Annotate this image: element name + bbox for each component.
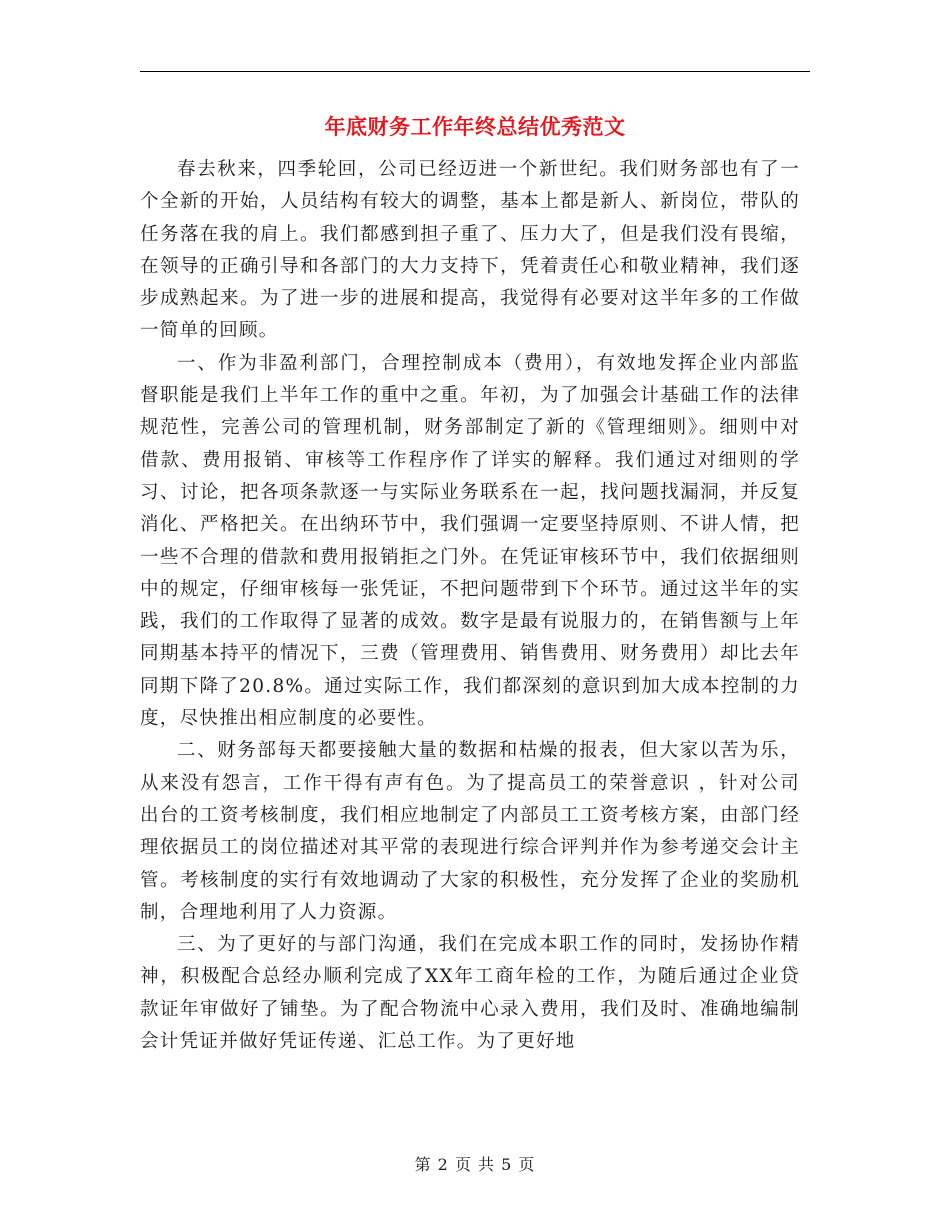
document-title: 年底财务工作年终总结优秀范文 (324, 115, 626, 139)
document-body (140, 154, 800, 1058)
page-number: 第 2 页 共 5 页 (414, 1155, 536, 1174)
paragraph-section-3: 三、为了更好的与部门沟通，我们在完成本职工作的同时，发扬协作精神，积极配合总经办顺利完成了XX年工商年检的工作，为随后通过企业贷款证年审做好了铺垫。为了配合物流中心录入费用，我们及时、准确地编制会计凭证并做好凭证传递、汇总工作。为了更好地 (140, 934, 800, 1053)
paragraph-section-2: 二、财务部每天都要接触大量的数据和枯燥的报表，但大家以苦为乐，从来没有怨言，工作干得有声有色。为了提高员工的荣誉意识 ，针对公司出台的工资考核制度，我们相应地制定了内部员工工资考核方案，由部门经理依据员工的岗位描述对其平常的表现进行综合评判并作为参考递交会计主管。考核制度的实行有效地调动了大家的积极性，充分发挥了企业的奖励机制，合理地利用了人力资源。 (140, 740, 800, 923)
paragraph-intro: 春去秋来，四季轮回，公司已经迈进一个新世纪。我们财务部也有了一个全新的开始，人员结构有较大的调整，基本上都是新人、新岗位，带队的任务落在我的肩上。我们都感到担子重了、压力大了，但是我们没有畏缩，在领导的正确引导和各部门的大力支持下，凭着责任心和敬业精神，我们逐步成熟起来。为了进一步的进展和提高，我觉得有必要对这半年多的工作做一简单的回顾。 (140, 159, 800, 342)
paragraph-section-1: 一、作为非盈利部门，合理控制成本（费用），有效地发挥企业内部监督职能是我们上半年工作的重中之重。年初，为了加强会计基础工作的法律规范性，完善公司的管理机制，财务部制定了新的《管理细则》。细则中对借款、费用报销、审核等工作程序作了详实的解释。我们通过对细则的学习、讨论，把各项条款逐一与实际业务联系在一起，找问题找漏洞，并反复消化、严格把关。在出纳环节中，我们强调一定要坚持原则、不讲人情，把一些不合理的借款和费用报销拒之门外。在凭证审核环节中，我们依据细则中的规定，仔细审核每一张凭证，不把问题带到下个环节。通过这半年的实践，我们的工作取得了显著的成效。数字是最有说服力的，在销售额与上年同期基本持平的情况下，三费（管理费用、销售费用、财务费用）却比去年同期下降了20.8%。通过实际工作，我们都深刻的意识到加大成本控制的力度，尽快推出相应制度的必要性。 (140, 352, 800, 730)
header-rule (140, 71, 810, 72)
